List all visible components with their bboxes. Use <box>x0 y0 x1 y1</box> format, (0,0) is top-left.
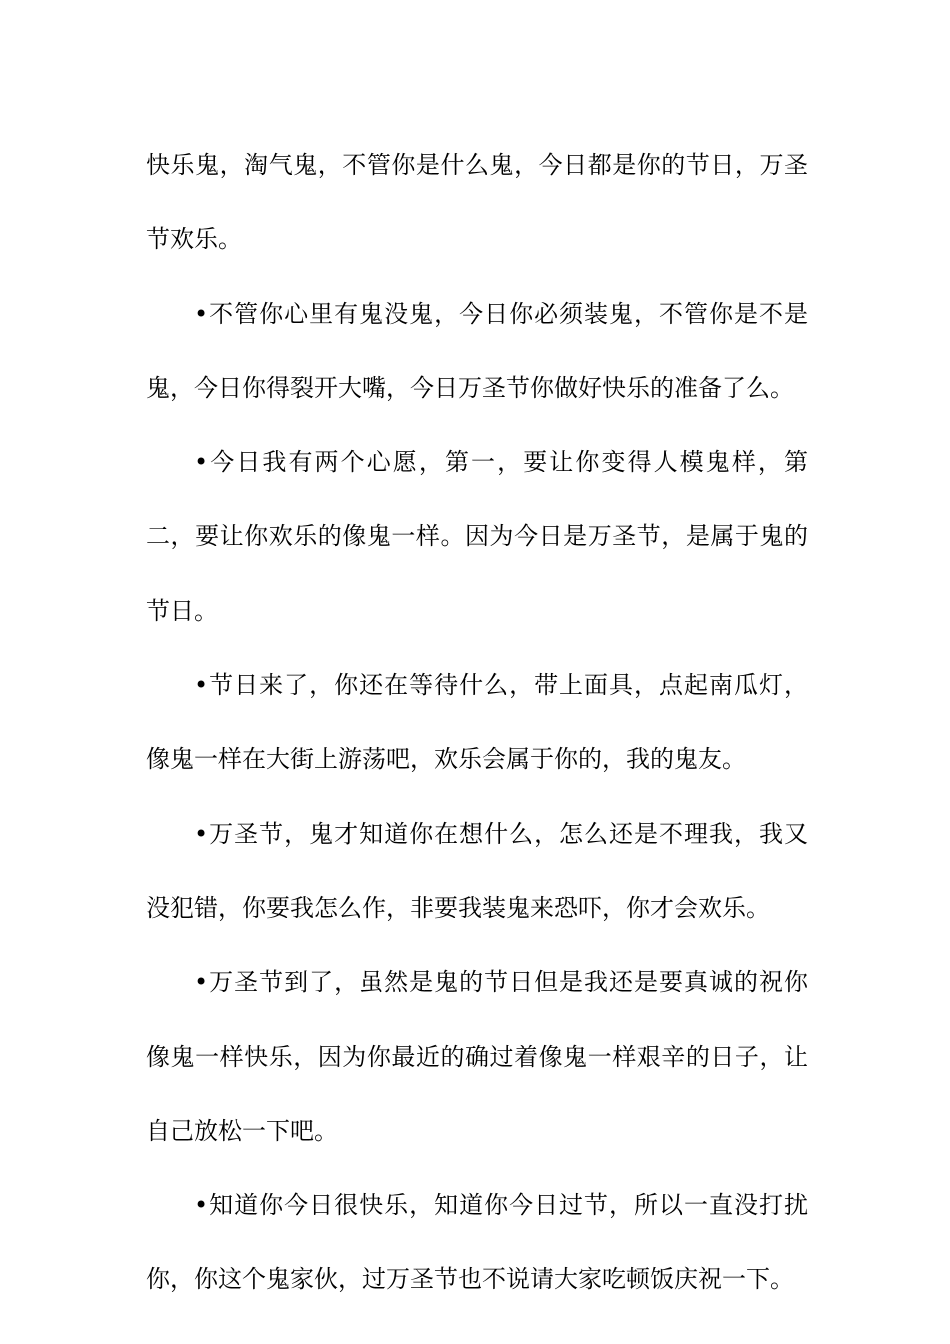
document-body <box>146 128 808 1317</box>
paragraph-6: •万圣节到了，虽然是鬼的节日但是我还是要真诚的祝你像鬼一样快乐，因为你最近的确过着像鬼一样艰辛的日子，让自己放松一下吧。 <box>146 968 808 1145</box>
paragraph-2: •不管你心里有鬼没鬼，今日你必须装鬼，不管你是不是鬼，今日你得裂开大嘴，今日万圣节你做好快乐的准备了么。 <box>146 299 808 402</box>
paragraph-5: •万圣节，鬼才知道你在想什么，怎么还是不理我，我又没犯错，你要我怎么作，非要我装鬼来恐吓，你才会欢乐。 <box>146 819 808 922</box>
paragraph-4: •节日来了，你还在等待什么，带上面具，点起南瓜灯，像鬼一样在大街上游荡吧，欢乐会属于你的，我的鬼友。 <box>146 671 808 774</box>
paragraph-1: 快乐鬼，淘气鬼，不管你是什么鬼，今日都是你的节日，万圣节欢乐。 <box>146 151 808 254</box>
paragraph-7: •知道你今日很快乐，知道你今日过节，所以一直没打扰你，你这个鬼家伙，过万圣节也不说请大家吃顿饭庆祝一下。 <box>146 1191 808 1294</box>
paragraph-3: •今日我有两个心愿，第一，要让你变得人模鬼样，第二，要让你欢乐的像鬼一样。因为今日是万圣节，是属于鬼的节日。 <box>146 448 808 625</box>
